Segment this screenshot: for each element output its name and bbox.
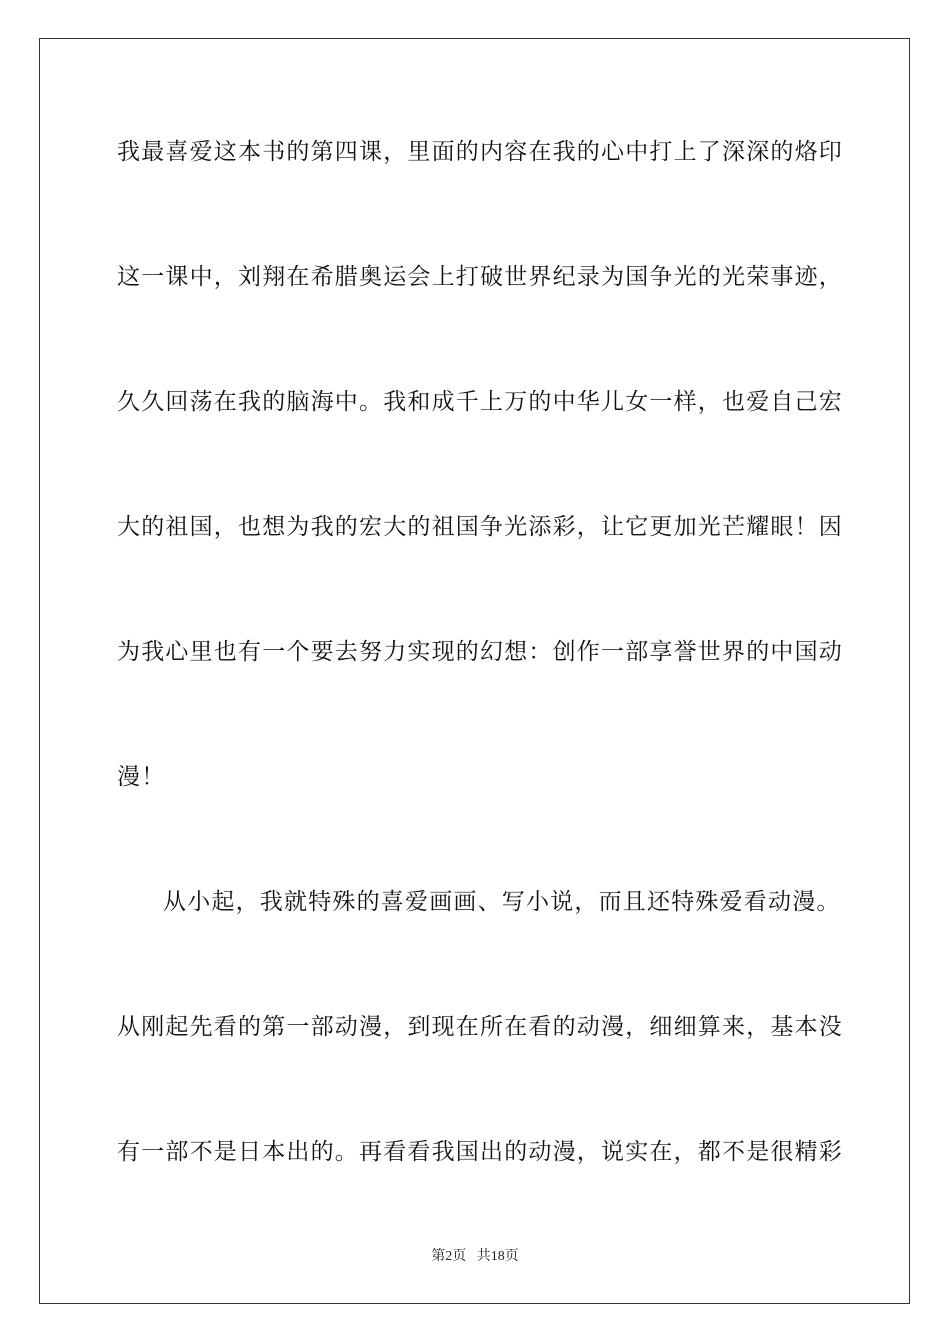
body-text-line: 大的祖国，也想为我的宏大的祖国争光添彩，让它更加光芒耀眼！因 [117, 514, 843, 540]
page-frame [39, 38, 910, 1304]
body-text-line: 从刚起先看的第一部动漫，到现在所在看的动漫，细细算来，基本没 [117, 1014, 843, 1040]
paragraph-first-line: 从小起，我就特殊的喜爱画画、写小说，而且还特殊爱看动漫。 [163, 889, 841, 915]
body-text-line: 我最喜爱这本书的第四课，里面的内容在我的心中打上了深深的烙印 [117, 139, 843, 165]
body-text-line: 这一课中，刘翔在希腊奥运会上打破世界纪录为国争光的光荣事迹， [117, 264, 843, 290]
body-text-line: 有一部不是日本出的。再看看我国出的动漫，说实在，都不是很精彩 [117, 1139, 843, 1165]
body-text-line: 漫！ [117, 764, 166, 790]
page-number: 第2页 共18页 [431, 1249, 519, 1264]
body-text-line: 为我心里也有一个要去努力实现的幻想：创作一部享誉世界的中国动 [117, 639, 843, 665]
body-text-line: 久久回荡在我的脑海中。我和成千上万的中华儿女一样，也爱自己宏 [117, 389, 843, 415]
